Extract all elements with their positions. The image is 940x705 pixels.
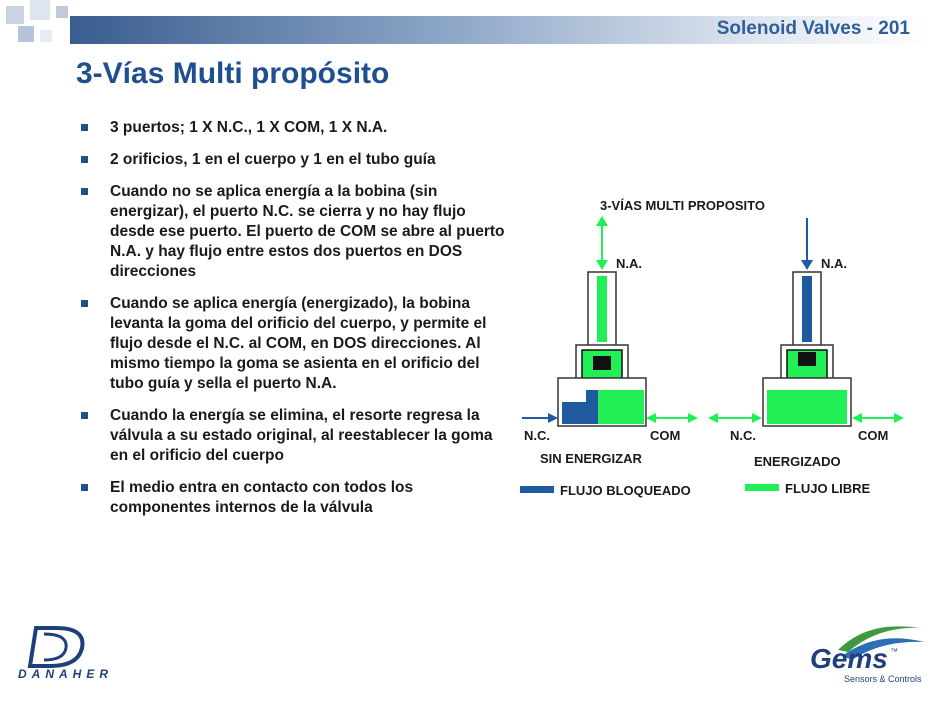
bullet-text: 2 orificios, 1 en el cuerpo y 1 en el tubo guía <box>110 151 436 168</box>
gems-trademark: ™ <box>890 647 898 656</box>
corner-squares-decoration <box>0 0 72 60</box>
bullet-text: Cuando la energía se elimina, el resorte regresa la válvula a su estado original, al reestablecer la goma en el orificio del cuerpo <box>110 407 493 464</box>
right-na-label: N.A. <box>821 256 847 271</box>
valve-left <box>522 216 698 466</box>
header-title: Solenoid Valves - 201 <box>716 18 910 39</box>
diagram-title: 3-VÍAS MULTI PROPOSITO <box>600 198 765 213</box>
left-nc-label: N.C. <box>524 428 550 443</box>
gems-logo <box>808 620 928 692</box>
square-bullet-icon <box>81 156 88 163</box>
right-nc-label: N.C. <box>730 428 756 443</box>
square-bullet-icon <box>81 188 88 195</box>
right-state-label: ENERGIZADO <box>754 454 841 469</box>
bullet-list <box>78 118 508 530</box>
bullet-text: Cuando se aplica energía (energizado), la bobina levanta la goma del orificio del cuerpo, y permite el flujo desde el N.C. al COM, en DOS direcciones. Al mismo tiempo la goma se asienta en el orificio del tubo guía y sella el puerto N.A. <box>110 295 487 392</box>
square-bullet-icon <box>81 300 88 307</box>
list-item <box>78 118 508 138</box>
valve-right <box>708 218 904 469</box>
page-title: 3-Vías Multi propósito <box>76 57 390 90</box>
legend-swatch-blocked <box>520 486 554 493</box>
legend-label-blocked: FLUJO BLOQUEADO <box>560 483 691 498</box>
bullet-text: Cuando no se aplica energía a la bobina (sin energizar), el puerto N.C. se cierra y no hay flujo desde ese puerto. El puerto de COM se abre al puerto N.A. y hay flujo entre estos dos puertos en DOS direcciones <box>110 183 505 280</box>
legend-label-free: FLUJO LIBRE <box>785 481 871 496</box>
square-bullet-icon <box>81 412 88 419</box>
list-item <box>78 294 508 394</box>
gems-tagline: Sensors & Controls <box>844 674 922 684</box>
list-item <box>78 478 508 518</box>
right-com-label: COM <box>858 428 889 443</box>
list-item <box>78 150 508 170</box>
diagram-legend <box>520 481 871 498</box>
left-state-label: SIN ENERGIZAR <box>540 451 642 466</box>
list-item <box>78 406 508 466</box>
left-na-label: N.A. <box>616 256 642 271</box>
danaher-logo <box>16 622 136 680</box>
square-bullet-icon <box>81 124 88 131</box>
bullet-text: El medio entra en contacto con todos los componentes internos de la válvula <box>110 479 414 516</box>
valve-diagram <box>510 190 910 510</box>
gems-wordmark: Gems <box>810 643 888 674</box>
list-item <box>78 182 508 282</box>
left-com-label: COM <box>650 428 681 443</box>
square-bullet-icon <box>81 484 88 491</box>
danaher-wordmark: DANAHER <box>18 667 113 680</box>
bullet-text: 3 puertos; 1 X N.C., 1 X COM, 1 X N.A. <box>110 119 388 136</box>
legend-swatch-free <box>745 484 779 491</box>
